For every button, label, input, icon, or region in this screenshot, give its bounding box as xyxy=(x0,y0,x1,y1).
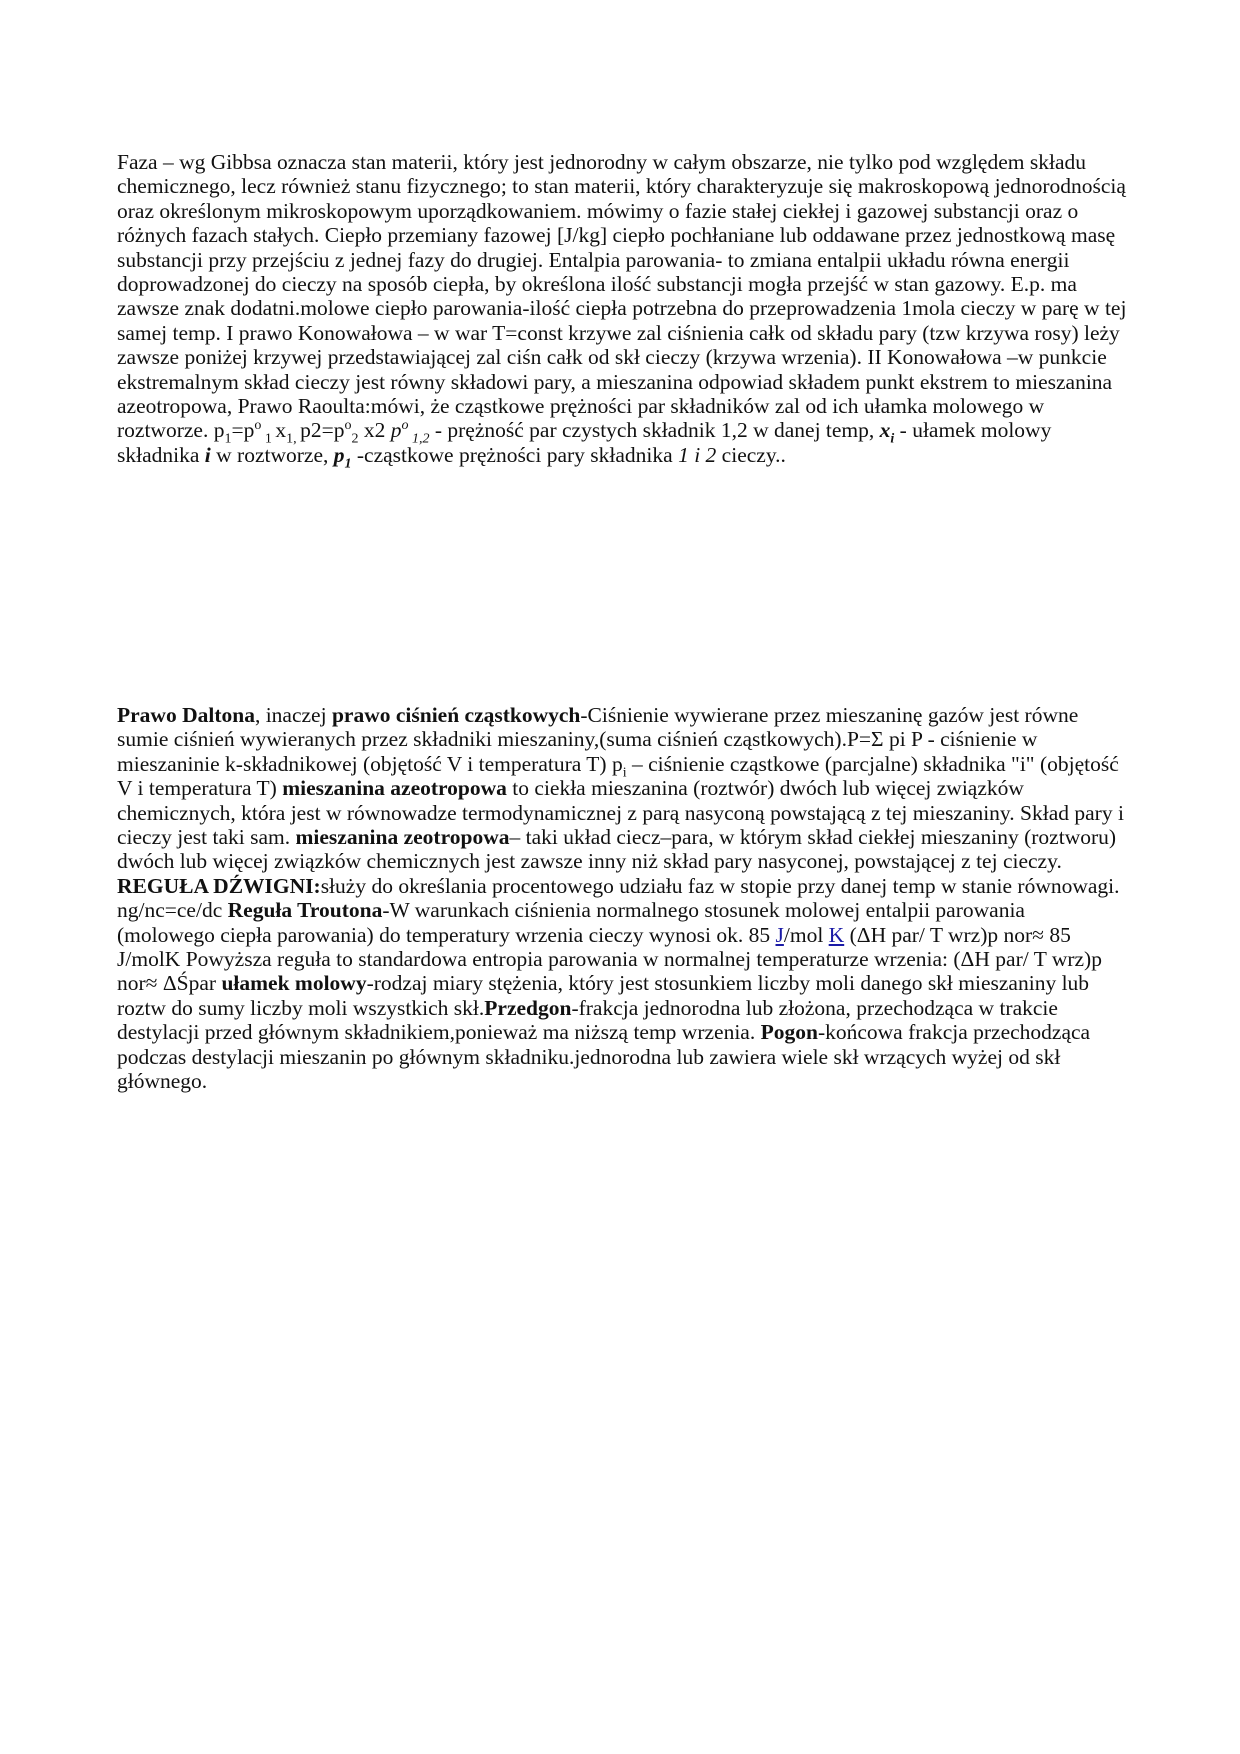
text-mole-fraction: - ułamek molowy składnika xyxy=(117,418,1052,467)
text-dalton-def: -Ciśnienie wywierane przez mieszaninę gazów jest równe sumie ciśnień wywieranych przez składniki mieszaniny,(suma ciśnień cząstkowych).P=Σ pi P - ciśnienie w mieszaninie k-składnikowej (objętość V i temperatura T) p xyxy=(117,703,1079,776)
term-azeotrope: mieszanina azeotropowa xyxy=(282,776,507,801)
text-pure-pressure: - prężność par czystych składnik 1,2 w danej temp, xyxy=(429,418,880,443)
text-in-solution: w roztworze, xyxy=(210,442,334,467)
paragraph-phase-definitions xyxy=(117,150,1127,472)
text-trouton-formula: (ΔH par/ T wrz)p nor≈ 85 J/molK Powyższa reguła to standardowa entropia parowania w normalnej temperaturze wrzenia: (ΔH par/ T wrz)p nor≈ ΔŚpar xyxy=(117,922,1102,996)
text-zeotrope-def: – taki układ ciecz–para, w którym skład ciekłej mieszaniny (roztworu) dwóch lub więcej związków chemicznych jest zawsze inny niż skład pary nasyconej, powstającej z tej cieczy. xyxy=(117,825,1117,874)
formula-pj: $p_1$ xyxy=(333,442,352,472)
subscript-i: i xyxy=(622,765,627,781)
formula-1-i-2: 1 i 2 xyxy=(678,442,717,467)
paragraph-dalton-law: Prawo Daltona, inaczej prawo ciśnień cząstkowych-Ciśnienie wywierane przez mieszaninę gazów jest równe sumie ciśnień wywieranych przez składniki mieszaniny,(suma ciśnień cząstkowych).P=Σ pi P - ciśnienie w mieszaninie k-składnikowej (objętość V i temperatura T) $p_i$ – ciśnienie cząstkowe (parcjalne) składnika "i" (objętość V i temperatura T) mieszanina azeotropowa to ciekła mieszanina (roztwór) dwóch lub więcej związków chemicznych, która jest w równowadze termodynamicznej z parą nasyconą powstającą z tej mieszaniny. Skład pary i cieczy jest taki sam. mieszanina zeotropowa– taki układ ciecz–para, w którym skład ciekłej mieszaniny (roztworu) dwóch lub więcej związków chemicznych jest zawsze inny niż skład pary nasyconej, powstającej z tej cieczy. REGUŁA DŹWIGNI:służy do określania procentowego udziału faz w stopie przy danej temp w stanie równowagi. ng/nc=ce/dc Reguła Troutona-W warunkach ciśnienia normalnego stosunek molowej entalpii parowania (molowego ciepła parowania) do temperatury wrzenia cieczy wynosi ok. 85 J/mol K (ΔH par/ T wrz)p nor≈ 85 J/molK Powyższa reguła to standardowa entropia parowania w normalnej temperaturze wrzenia: (ΔH par/ T wrz)p nor≈ ΔŚpar ułamek molowy-rodzaj miary stężenia, który jest stosunkiem liczby moli danego skł mieszaniny lub roztw do sumy liczby moli wszystkich skł.Przedgon-frakcja jednorodna lub złożona, przechodząca w trakcie destylacji przed głównym składnikiem,ponieważ ma niższą temp wrzenia. Pogon-końcowa frakcja przechodząca podczas destylacji mieszanin po głównym składniku.jednorodna lub zawiera wiele skł wrzących wyżej od skł głównego. xyxy=(117,703,1124,1094)
term-prawo-cisnien: prawo ciśnień cząstkowych xyxy=(331,703,581,727)
formula-i: i xyxy=(204,442,211,467)
text-mole-fraction-def: -rodzaj miary stężenia, który jest stosunkiem liczby moli danego skł mieszaniny lub roztw do sumy liczby moli wszystkich skł. xyxy=(117,971,1090,1020)
term-prawo-daltona: Prawo Daltona xyxy=(117,703,255,727)
formula-xi: $x_i$ xyxy=(879,418,895,447)
term-pogon: Pogon xyxy=(760,1020,818,1045)
link-joule[interactable]: J xyxy=(775,922,784,947)
text-partial-pressure: – ciśnienie cząstkowe (parcjalne) składnika "i" (objętość V i temperatura T) xyxy=(117,751,1119,801)
term-zeotrope: mieszanina zeotropowa xyxy=(295,825,510,850)
text-phase-intro: Faza – wg Gibbsa oznacza stan materii, który jest jednorodny w całym obszarze, nie tylko pod względem składu chemicznego, lecz również stanu fizycznego; to stan materii, który charakteryzuje się makroskopową jednorodnością oraz określonym mikroskopowym uporządkowaniem. mówimy o fazie stałej ciekłej i gazowej substancji oraz o różnych fazach stałych. Ciepło przemiany fazowej [J/kg] ciepło pochłaniane lub oddawane przez jednostkową masę substancji przy przejściu z jednej fazy do drugiej. Entalpia parowania- to zmiana entalpii układu równa energii doprowadzonej do cieczy na sposób ciepła, by określona ilość substancji mogła przejść w stan gazowy. E.p. ma zawsze znak dodatni.molowe ciepło parowania-ilość ciepła potrzebna do przeprowadzenia 1mola cieczy w parę w tej samej temp. I prawo Konowałowa – w war T=const krzywe zal ciśnienia całk od składu pary (tzw krzywa rosy) leży zawsze poniżej krzywej przedstawiającej zal ciśn całk od skł cieczy (krzywa wrzenia). II Konowałowa –w punkcie ekstremalnym skład cieczy jest równy składowi pary, a mieszanina odpowiad składem punkt ekstrem to mieszanina azeotropowa, Prawo Raoulta:mówi, że cząstkowe prężności par składników zal od ich ułamka molowego w roztworze. xyxy=(117,150,1127,443)
text-azeotrope-def: to ciekła mieszanina (roztwór) dwóch lub więcej związków chemicznych, która jest w równowadze termodynamicznej z parą nasyconą powstającą z tej mieszaniny. Skład pary i cieczy jest taki sam. xyxy=(117,776,1124,850)
link-kelvin[interactable]: K xyxy=(828,922,845,947)
text-trouton-def: -W warunkach ciśnienia normalnego stosunek molowej entalpii parowania (molowego ciepła parowania) do temperatury wrzenia cieczy wynosi ok. 85 xyxy=(117,898,1025,947)
text-przedgon-def: -frakcja jednorodna lub złożona, przechodząca w trakcie destylacji przed głównym składnikiem,ponieważ ma niższą temp wrzenia. xyxy=(117,995,1058,1045)
raoult-formula: $p_1=p^o$ $_1$ $x_{1,}$ $p2=p^o_2$ x2 $p^o$ $_{1,2}$ xyxy=(213,418,430,447)
text-partial-pressures: -cząstkowe prężności pary składnika xyxy=(351,442,679,467)
term-lever-rule: REGUŁA DŹWIGNI: xyxy=(117,873,321,898)
term-przedgon: Przedgon xyxy=(484,995,572,1020)
term-mole-fraction: ułamek molowy xyxy=(221,971,367,996)
text-pogon-def: -końcowa frakcja przechodząca podczas destylacji mieszanin po głównym składniku.jednorodna lub zawiera wiele skł wrzących wyżej od skł głównego. xyxy=(117,1020,1091,1094)
term-trouton: Reguła Troutona xyxy=(227,898,383,923)
text-lever-rule-def: służy do określania procentowego udziału faz w stopie przy danej temp w stanie równowagi. ng/nc=ce/dc xyxy=(117,873,1120,923)
text-liquid-end: cieczy.. xyxy=(716,442,786,467)
